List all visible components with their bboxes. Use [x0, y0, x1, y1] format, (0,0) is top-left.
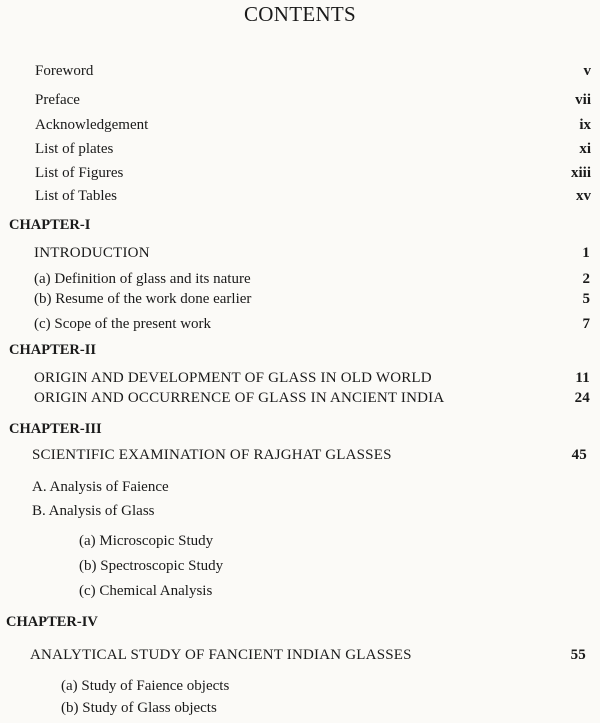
chapter-heading: CHAPTER-II: [9, 342, 97, 358]
toc-label: (b) Study of Glass objects: [61, 700, 217, 716]
toc-label: A. Analysis of Faience: [32, 479, 169, 495]
toc-page: 7: [582, 316, 590, 332]
toc-page: xv: [576, 188, 591, 204]
toc-page: 45: [571, 447, 587, 463]
toc-label: ORIGIN AND DEVELOPMENT OF GLASS IN OLD WORLD: [34, 370, 432, 386]
toc-label: ORIGIN AND OCCURRENCE OF GLASS IN ANCIENT INDIA: [34, 390, 445, 406]
toc-page: xi: [579, 141, 591, 157]
toc-label: Acknowledgement: [35, 117, 149, 133]
toc-label: Preface: [35, 92, 80, 108]
toc-page: 55: [570, 647, 586, 663]
toc-label: (a) Definition of glass and its nature: [34, 271, 251, 287]
toc-label: List of plates: [35, 141, 114, 157]
toc-label: List of Figures: [35, 165, 124, 181]
toc-page: 11: [575, 370, 590, 386]
toc-label: (c) Scope of the present work: [34, 316, 212, 332]
toc-page: xiii: [570, 165, 591, 181]
toc-page: 5: [582, 291, 590, 307]
toc-label: (b) Resume of the work done earlier: [34, 291, 252, 307]
toc-page: 1: [582, 245, 590, 261]
toc-label: INTRODUCTION: [34, 245, 150, 261]
page-title: CONTENTS: [243, 2, 357, 26]
toc-label: ANALYTICAL STUDY OF FANCIENT INDIAN GLASSES: [30, 647, 412, 663]
toc-page: vii: [575, 92, 591, 108]
toc-page: v: [583, 63, 591, 79]
toc-label: List of Tables: [35, 188, 117, 204]
toc-page: 2: [582, 271, 590, 287]
chapter-heading: CHAPTER-III: [9, 421, 102, 437]
toc-label: SCIENTIFIC EXAMINATION OF RAJGHAT GLASSES: [32, 447, 392, 463]
toc-label: Foreword: [35, 63, 94, 79]
toc-label: (c) Chemical Analysis: [79, 583, 213, 599]
toc-label: (b) Spectroscopic Study: [79, 558, 224, 574]
toc-page: 24: [574, 390, 590, 406]
chapter-heading: CHAPTER-I: [9, 217, 91, 233]
toc-label: (a) Study of Faience objects: [61, 678, 230, 694]
chapter-heading: CHAPTER-IV: [6, 614, 98, 630]
toc-label: B. Analysis of Glass: [32, 503, 155, 519]
toc-page: ix: [579, 117, 591, 133]
toc-label: (a) Microscopic Study: [79, 533, 214, 549]
